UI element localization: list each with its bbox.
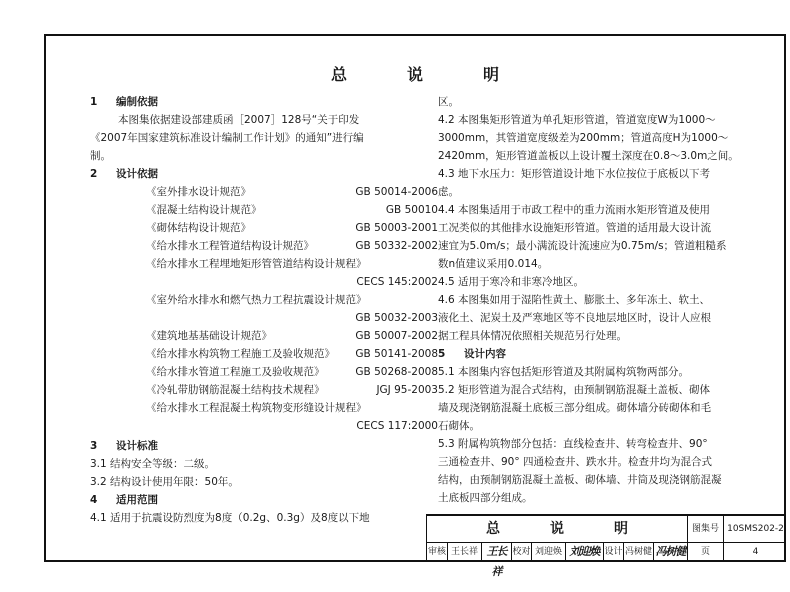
paragraph-line: 5.1 本图集内容包括矩形管道及其附属构筑物两部分。 [438, 366, 690, 378]
drawing-sheet [44, 34, 786, 562]
atlas-no: 10SMS202-2 [723, 516, 787, 542]
review-signature: 王长祥 [481, 542, 511, 562]
standard-row: CECS 117:2000 [356, 420, 438, 432]
section-heading-5: 5 设计内容 [438, 348, 506, 360]
paragraph-line: 结构，由预制钢筋混凝土盖板、砌体墙、井筒及现浇钢筋混凝 [438, 474, 722, 486]
paragraph-line: 4.4 本图集适用于市政工程中的重力流雨水矩形管道及使用 [438, 204, 711, 216]
paragraph-line: 区。 [438, 96, 459, 108]
title-block [426, 514, 786, 578]
paragraph-line: 5.2 矩形管道为混合式结构，由预制钢筋混凝土盖板、砌体 [438, 384, 711, 396]
page-title: 总 说 明 [330, 65, 521, 84]
section-heading-2: 2 设计依据 [90, 168, 158, 180]
standard-row: CECS 145:2002 [356, 276, 438, 288]
paragraph-line: 4.1 适用于抗震设防烈度为8度（0.2g、0.3g）及8度以下地 [90, 512, 370, 524]
standard-row: 《混凝土结构设计规范》 GB 50010 [146, 204, 438, 216]
standard-row: 《给水排水工程埋地矩形管管道结构设计规程》 [146, 258, 367, 270]
check-signature: 刘迎焕 [565, 542, 603, 562]
paragraph-line: 3.2 结构设计使用年限：50年。 [90, 476, 239, 488]
paragraph-line: 速宜为5.0m/s；最小满流设计流速应为0.75m/s；管道粗糙系 [438, 240, 727, 252]
paragraph-line: 2420mm，矩形管道盖板以上设计覆土深度在0.8～3.0m之间。 [438, 150, 739, 162]
design-name: 冯树健 [623, 542, 653, 562]
review-label: 审核 [427, 547, 446, 557]
paragraph-line: 3.1 结构安全等级：二级。 [90, 458, 216, 470]
paragraph-line: 土底板四部分组成。 [438, 492, 533, 504]
paragraph-line: 三通检查井、90° 四通检查井、跌水井。检查井均为混合式 [438, 456, 712, 468]
standard-row: 《给水排水工程混凝土构筑物变形缝设计规程》 [146, 402, 367, 414]
title-block-row-top [427, 516, 786, 543]
paragraph-line: 数n值建议采用0.014。 [438, 258, 549, 270]
standard-row: GB 50032-2003 [355, 312, 438, 324]
paragraph-line: 3000mm，其管道宽度级差为200mm；管道高度H为1000～ [438, 132, 729, 144]
standard-row: 《建筑地基基础设计规范》 GB 50007-2002 [146, 330, 438, 342]
paragraph-line: 制。 [90, 150, 111, 162]
standard-row: 《给水排水工程管道结构设计规范》 GB 50332-2002 [146, 240, 438, 252]
paragraph-line: 5.3 附属构筑物部分包括：直线检查井、转弯检查井、90° [438, 438, 708, 450]
standard-row: 《砌体结构设计规范》 GB 50003-2001 [146, 222, 438, 234]
paragraph-line: 《2007年国家建筑标准设计编制工作计划》的通知”进行编 [90, 132, 364, 144]
standard-row: 《室外排水设计规范》 GB 50014-2006 [146, 186, 438, 198]
paragraph-line: 4.6 本图集如用于湿陷性黄土、膨胀土、多年冻土、软土、 [438, 294, 711, 306]
check-name: 刘迎焕 [531, 542, 565, 562]
standard-row: 《冷轧带肋钢筋混凝土结构技术规程》 JGJ 95-2003 [146, 384, 438, 396]
paragraph-line: 4.5 适用于寒冷和非寒冷地区。 [438, 276, 585, 288]
page-label: 页 [687, 542, 723, 562]
atlas-no-label: 图集号 [687, 516, 723, 542]
standard-row: 《室外给水排水和燃气热力工程抗震设计规范》 [146, 294, 367, 306]
title-block-row-bottom [427, 542, 786, 578]
design-signature: 冯树健 [653, 542, 687, 562]
paragraph-line: 液化土、泥炭土及严寒地区等不良地层地区时，设计人应根 [438, 312, 711, 324]
paragraph-line: 墙及现浇钢筋混凝土底板三部分组成。砌体墙分砖砌体和毛 [438, 402, 711, 414]
paragraph-line: 本图集依据建设部建质函［2007］128号“关于印发 [118, 114, 360, 126]
title-block-title: 总 说 明 [486, 521, 646, 537]
section-heading-4: 4 适用范围 [90, 494, 158, 506]
standard-row: 《给水排水构筑物工程施工及验收规范》 GB 50141-2008 [146, 348, 438, 360]
paragraph-line: 虑。 [438, 186, 459, 198]
paragraph-line: 石砌体。 [438, 420, 480, 432]
paragraph-line: 4.2 本图集矩形管道为单孔矩形管道，管道宽度W为1000～ [438, 114, 716, 126]
paragraph-line: 据工程具体情况依照相关规范另行处理。 [438, 330, 627, 342]
page-number: 4 [723, 542, 787, 562]
section-heading-1: 1 编制依据 [90, 96, 158, 108]
section-heading-3: 3 设计标准 [90, 440, 158, 452]
standard-row: 《给水排水管道工程施工及验收规范》 GB 50268-2008 [146, 366, 438, 378]
check-label: 校对 [511, 542, 531, 562]
design-label: 设计 [603, 542, 623, 562]
paragraph-line: 工况类似的其他排水设施矩形管道。管道的适用最大设计流 [438, 222, 711, 234]
paragraph-line: 4.3 地下水压力：矩形管道设计地下水位按位于底板以下考 [438, 168, 711, 180]
review-name: 王长祥 [447, 542, 481, 562]
